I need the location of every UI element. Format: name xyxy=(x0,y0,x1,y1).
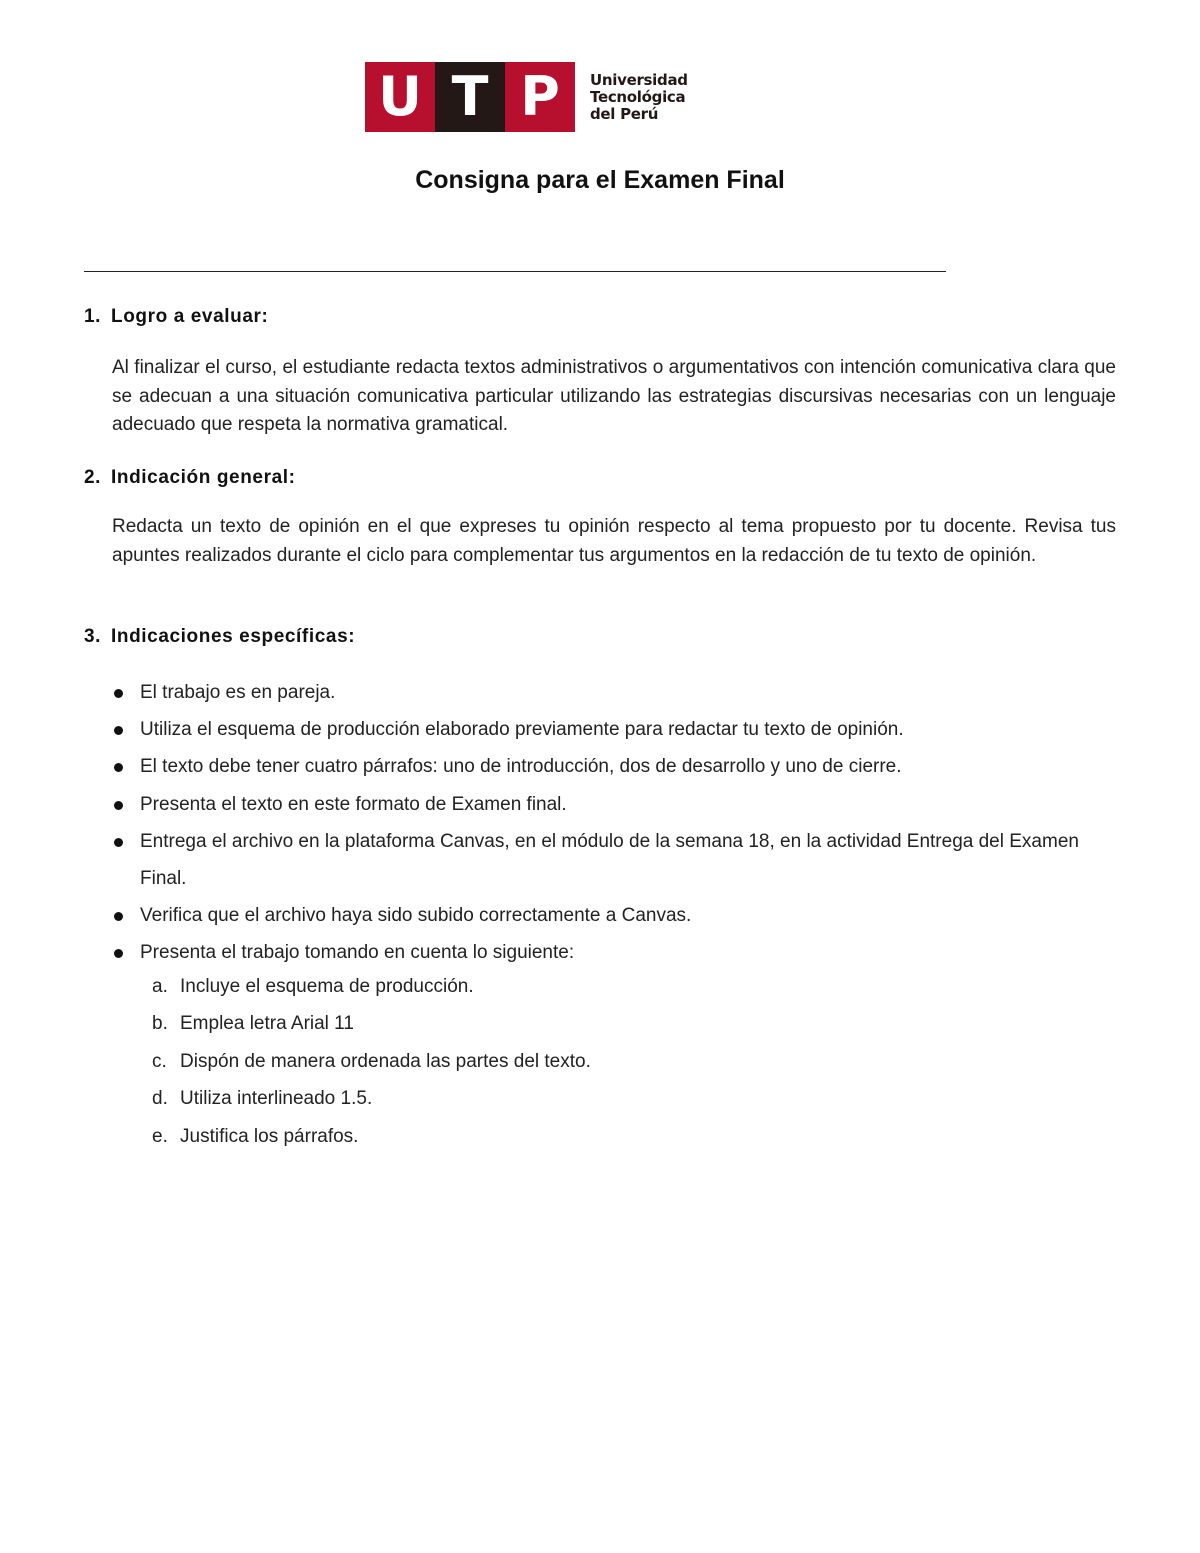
logo-text-line-1: Universidad xyxy=(590,70,688,89)
horizontal-divider xyxy=(84,271,946,272)
sublist-item xyxy=(152,968,591,1005)
sublist-item xyxy=(152,1005,591,1042)
list-item xyxy=(112,897,1116,934)
sublist-item xyxy=(152,1043,591,1080)
sublist-letter: d. xyxy=(152,1088,168,1110)
list-item-text: El texto debe tener cuatro párrafos: uno de introducción, dos de desarrollo y uno de cierre. xyxy=(140,756,902,778)
bullet-icon xyxy=(114,838,123,847)
list-item-text: Presenta el texto en este formato de Examen final. xyxy=(140,793,567,815)
bullet-icon xyxy=(114,726,123,735)
sublist-text: Dispón de manera ordenada las partes del texto. xyxy=(180,1050,591,1072)
list-item-text: Utiliza el esquema de producción elaborado previamente para redactar tu texto de opinión. xyxy=(140,719,904,741)
bullet-list xyxy=(112,674,1116,972)
section-number: 2. xyxy=(84,467,102,488)
bullet-icon xyxy=(114,689,123,698)
sublist-letter: c. xyxy=(152,1050,167,1072)
bullet-icon xyxy=(114,801,123,810)
bullet-icon xyxy=(114,912,123,921)
section-title: Indicaciones específicas: xyxy=(111,626,356,647)
section-number: 3. xyxy=(84,626,102,647)
list-item xyxy=(112,823,1116,897)
bullet-icon xyxy=(114,763,123,772)
section-heading-indicacion-general xyxy=(84,467,296,489)
logo-letter-t: T xyxy=(435,62,505,132)
page-title: Consigna para el Examen Final xyxy=(415,166,785,194)
sublist-text: Incluye el esquema de producción. xyxy=(180,976,474,997)
bullet-icon xyxy=(114,949,123,958)
section-heading-indicaciones-especificas xyxy=(84,626,355,648)
sublist-letter: b. xyxy=(152,1013,168,1035)
list-item-text: Verifica que el archivo haya sido subido correctamente a Canvas. xyxy=(140,905,692,927)
list-item-text: Presenta el trabajo tomando en cuenta lo siguiente: xyxy=(140,942,575,964)
logo-text-line-2: Tecnológica xyxy=(590,87,686,106)
sublist-item xyxy=(152,1118,591,1155)
list-item xyxy=(112,786,1116,823)
sublist-text: Justifica los párrafos. xyxy=(180,1125,359,1147)
list-item xyxy=(112,748,1116,785)
section-number: 1. xyxy=(84,306,102,327)
section-body-logro: Al finalizar el curso, el estudiante redacta textos administrativos o argumentativos con intención comunicativa clara que se adecuan a una situación comunicativa particular utilizando las estrategias discursivas necesarias con un lenguaje adecuado que respeta la normativa gramatical. xyxy=(112,357,1116,435)
logo-text-line-3: del Perú xyxy=(590,104,659,123)
section-title: Logro a evaluar: xyxy=(111,306,269,327)
sublist-text: Utiliza interlineado 1.5. xyxy=(180,1088,373,1110)
section-heading-logro xyxy=(84,306,268,328)
list-item xyxy=(112,934,1116,971)
logo-letter-p: P xyxy=(505,62,575,132)
university-logo xyxy=(365,62,688,132)
list-item xyxy=(112,711,1116,748)
sublist-letter: a. xyxy=(152,976,168,997)
sublist-item xyxy=(152,1080,591,1117)
utp-logo-mark xyxy=(365,62,575,132)
logo-letter-u: U xyxy=(365,62,435,132)
list-item-text: Entrega el archivo en la plataforma Canvas, en el módulo de la semana 18, en la actividad Entrega del Examen Final. xyxy=(140,830,1079,890)
section-title: Indicación general: xyxy=(111,467,296,488)
sublist-letter: e. xyxy=(152,1125,168,1147)
logo-university-name xyxy=(590,72,688,123)
list-item xyxy=(112,674,1116,711)
sublist-text: Emplea letra Arial 11 xyxy=(180,1013,354,1035)
lettered-sublist xyxy=(152,968,591,1155)
list-item-text: El trabajo es en pareja. xyxy=(140,682,336,703)
section-body-indicacion-general: Redacta un texto de opinión en el que expreses tu opinión respecto al tema propuesto por tu docente. Revisa tus apuntes realizados durante el ciclo para complementar tus argumentos en la redacción de tu texto de opinión. xyxy=(112,516,1116,566)
